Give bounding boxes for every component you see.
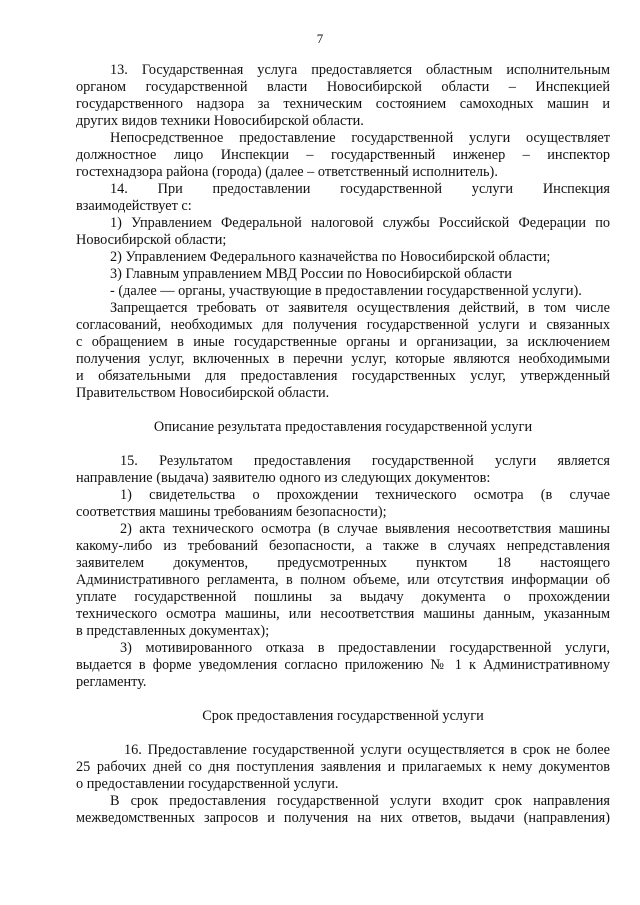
list-item-14-note: - (далее — органы, участвующие в предоставлении государственной услуги). — [110, 283, 582, 299]
text-line: согласований, необходимых для получения государственной услуги и связанных — [76, 317, 610, 333]
paragraph-14-prohibition — [76, 300, 610, 402]
list-item-15-3 — [76, 640, 610, 691]
text-line: 2) акта технического осмотра (в случае выявления несоответствия машины — [120, 521, 610, 537]
text-line: уплате государственной пошлины за выдачу документа о прохождении — [76, 589, 610, 605]
text-line: 15. Результатом предоставления государственной услуги является — [120, 453, 610, 469]
text-line: технического осмотра машины, или несоответствия машины данным, указанным — [76, 606, 610, 622]
paragraph-16 — [76, 742, 610, 793]
text-line: получения услуг, включенных в перечни услуг, которые являются необходимыми — [76, 351, 610, 367]
page-number: 7 — [316, 31, 324, 46]
list-item-14-3: 3) Главным управлением МВД России по Новосибирской области — [110, 266, 512, 282]
document-body — [76, 62, 610, 827]
text-line: с обращением в иные государственные органы и организации, за исключением — [76, 334, 610, 350]
text-line: органом государственной власти Новосибирской области – Инспекцией — [76, 79, 610, 95]
text-line: взаимодействует с: — [76, 198, 192, 214]
text-line: государственного надзора за техническим состоянием самоходных машин и — [76, 96, 610, 112]
paragraph-13 — [76, 62, 610, 130]
paragraph-15 — [76, 453, 610, 487]
text-line: Новосибирской области; — [76, 232, 227, 248]
text-line: заявителем документов, предусмотренных пунктом 18 настоящего — [76, 555, 610, 571]
list-item-15-1 — [76, 487, 610, 521]
text-line: 3) мотивированного отказа в предоставлении государственной услуги, — [120, 640, 610, 656]
text-line: Непосредственное предоставление государственной услуги осуществляет — [110, 130, 610, 146]
list-item-15-2 — [76, 521, 610, 640]
section-heading-result: Описание результата предоставления государственной услуги — [153, 419, 533, 435]
list-item-14-1 — [76, 215, 610, 249]
text-line: 25 рабочих дней со дня поступления заявления и прилагаемых к нему документов — [76, 759, 610, 775]
text-line: межведомственных запросов и получения на них ответов, выдачи (направления) — [76, 810, 610, 826]
text-line: 16. Предоставление государственной услуги осуществляется в срок не более — [124, 742, 610, 758]
text-line: какому-либо из требований безопасности, а также в случаях непредставления — [76, 538, 610, 554]
text-line: о предоставлении государственной услуги. — [76, 776, 339, 792]
text-line: регламенту. — [76, 674, 147, 690]
text-line: 1) свидетельства о прохождении технического осмотра (в случае — [120, 487, 610, 503]
text-line: должностное лицо Инспекции – государственный инженер – инспектор — [76, 147, 610, 163]
text-line: других видов техники Новосибирской области. — [76, 113, 364, 129]
text-line: и обязательными для предоставления государственных услуг, утвержденный — [76, 368, 610, 384]
text-line: В срок предоставления государственной услуги входит срок направления — [110, 793, 610, 809]
text-line: выдается в форме уведомления согласно приложению № 1 к Административному — [76, 657, 610, 673]
text-line: 1) Управлением Федеральной налоговой службы Российской Федерации по — [110, 215, 610, 231]
paragraph-14 — [76, 181, 610, 215]
paragraph-16-continued — [76, 793, 610, 827]
list-item-14-2: 2) Управлением Федерального казначейства по Новосибирской области; — [110, 249, 551, 265]
text-line: направление (выдача) заявителю одного из следующих документов: — [76, 470, 491, 486]
text-line: 14. При предоставлении государственной услуги Инспекция — [110, 181, 610, 197]
text-line: в представленных документах); — [76, 623, 270, 639]
text-line: Запрещается требовать от заявителя осуществления действий, в том числе — [110, 300, 610, 316]
text-line: Административного регламента, в полном объеме, или отсутствия информации об — [76, 572, 610, 588]
text-line: соответствия машины требованиям безопасности); — [76, 504, 387, 520]
text-line: гостехнадзора района (города) (далее – ответственный исполнитель). — [76, 164, 498, 180]
text-line: 13. Государственная услуга предоставляется областным исполнительным — [110, 62, 610, 78]
text-line: Правительством Новосибирской области. — [76, 385, 330, 401]
section-heading-term: Срок предоставления государственной услуги — [202, 708, 484, 724]
paragraph-13-responsible — [76, 130, 610, 181]
